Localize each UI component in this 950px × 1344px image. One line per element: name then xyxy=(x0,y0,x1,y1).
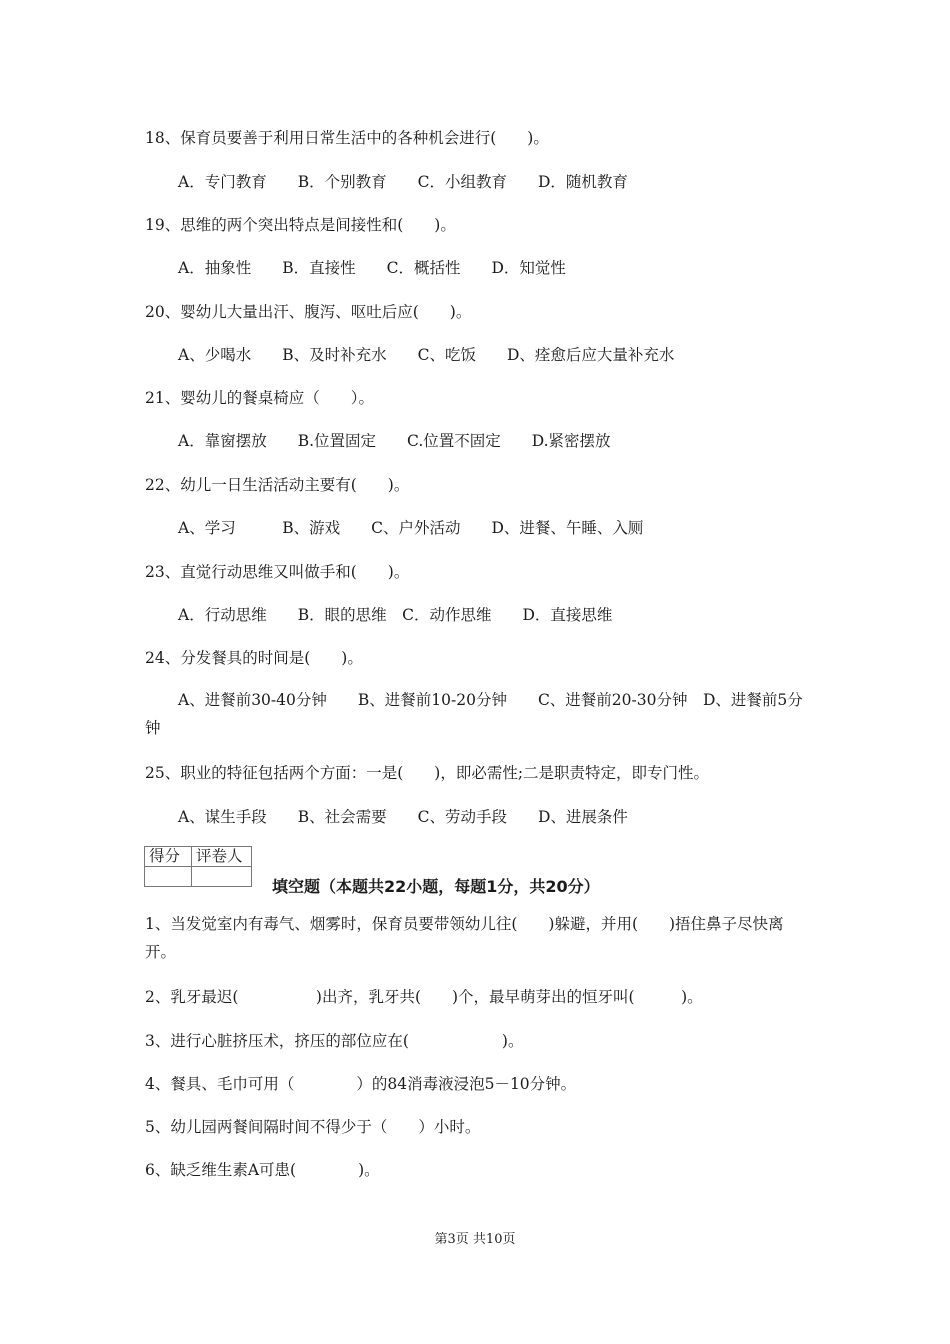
fill-blank-item: 4、餐具、毛巾可用（ ）的84消毒液浸泡5－10分钟。 xyxy=(145,1075,577,1093)
question-options: A、学习 B、游戏 C、户外活动 D、进餐、午睡、入厕 xyxy=(178,519,644,537)
question-text: 25、职业的特征包括两个方面：一是( )，即必需性;二是职责特定，即专门性。 xyxy=(145,764,710,782)
fill-blank-item: 2、乳牙最迟( )出齐，乳牙共( )个，最早萌芽出的恒牙叫( )。 xyxy=(145,988,703,1006)
question-text: 22、幼儿一日生活活动主要有( )。 xyxy=(145,476,410,494)
score-cell[interactable] xyxy=(145,867,192,887)
question-text: 24、分发餐具的时间是( )。 xyxy=(145,649,363,667)
question-options: A、少喝水 B、及时补充水 C、吃饭 D、痊愈后应大量补充水 xyxy=(178,346,675,364)
question-text: 20、婴幼儿大量出汗、腹泻、呕吐后应( )。 xyxy=(145,303,472,321)
question-options: A．抽象性 B．直接性 C．概括性 D．知觉性 xyxy=(178,259,566,277)
grader-header: 评卷人 xyxy=(192,847,252,867)
question-text: 19、思维的两个突出特点是间接性和( )。 xyxy=(145,216,456,234)
page-footer: 第3页 共10页 xyxy=(434,1232,516,1247)
question-options: A．行动思维 B．眼的思维 C．动作思维 D．直接思维 xyxy=(178,606,613,624)
question-text: 21、婴幼儿的餐桌椅应（ ）。 xyxy=(145,389,374,407)
question-options: A、谋生手段 B、社会需要 C、劳动手段 D、进展条件 xyxy=(178,808,628,826)
fill-blank-item: 3、进行心脏挤压术，挤压的部位应在( )。 xyxy=(145,1032,524,1050)
fill-blank-item: 6、缺乏维生素A可患( )。 xyxy=(145,1161,380,1179)
fill-blank-item: 1、当发觉室内有毒气、烟雾时，保育员要带领幼儿往( )躲避，并用( )捂住鼻子尽快离开。 xyxy=(145,915,784,961)
grader-cell[interactable] xyxy=(192,867,252,887)
score-header: 得分 xyxy=(145,847,192,867)
question-options: A．专门教育 B．个别教育 C．小组教育 D．随机教育 xyxy=(178,173,628,191)
question-text: 18、保育员要善于利用日常生活中的各种机会进行( )。 xyxy=(145,129,549,147)
fill-blank-item: 5、幼儿园两餐间隔时间不得少于（ ）小时。 xyxy=(145,1118,481,1136)
section-title: 填空题（本题共22小题，每题1分，共20分） xyxy=(272,877,600,896)
question-options: A、进餐前30-40分钟 B、进餐前10-20分钟 C、进餐前20-30分钟 D、进餐前5分钟 xyxy=(145,691,803,737)
question-text: 23、直觉行动思维又叫做手和( )。 xyxy=(145,563,410,581)
score-table xyxy=(144,846,252,887)
question-options: A．靠窗摆放 B.位置固定 C.位置不固定 D.紧密摆放 xyxy=(178,432,611,450)
